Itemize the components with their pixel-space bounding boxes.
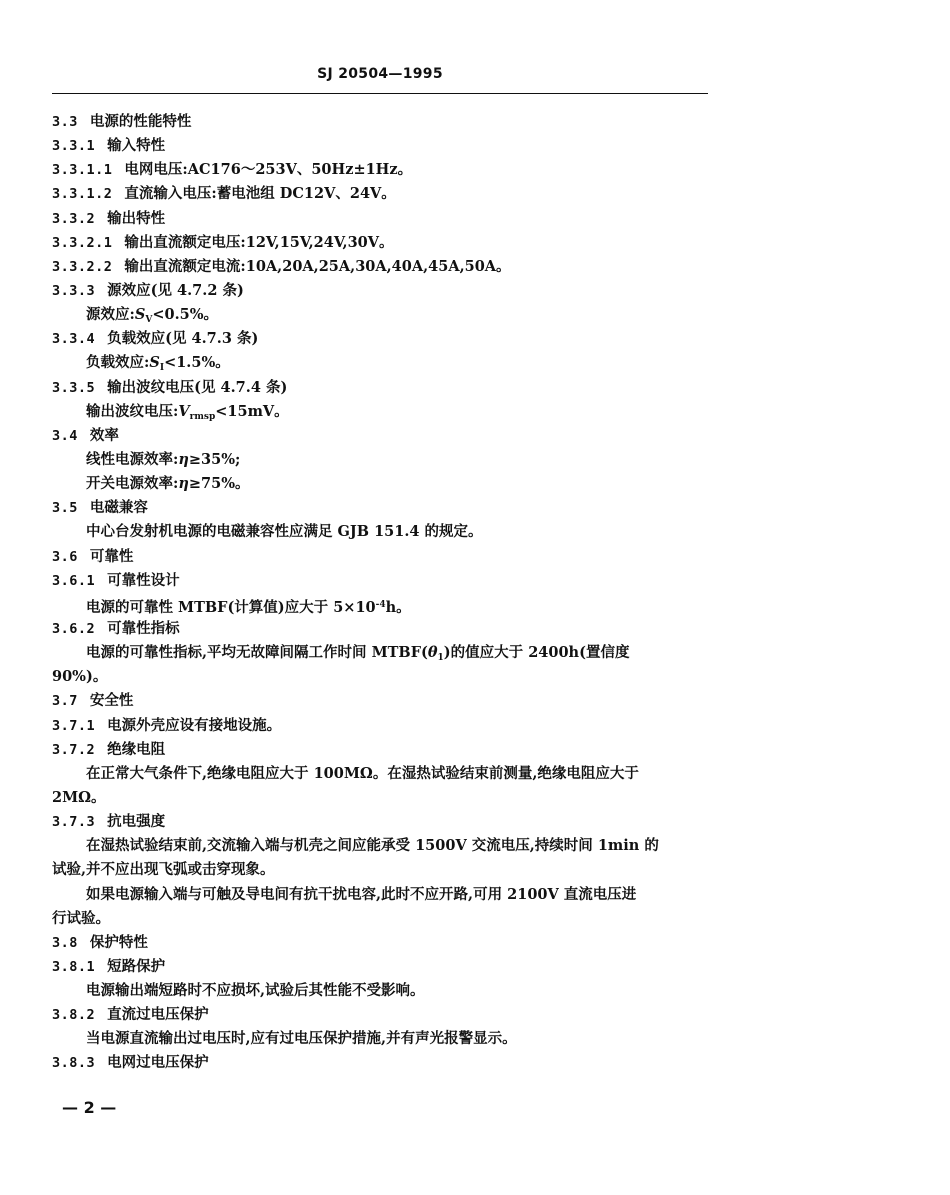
clause [52, 182, 714, 206]
section-title: 直流过电压保护 [107, 1006, 209, 1024]
section-heading [52, 955, 714, 979]
section-title: 电源的性能特性 [89, 113, 192, 130]
section-heading [52, 689, 714, 713]
formula-line: 源效应$:S_V<0.5\%$。 [86, 306, 218, 326]
section-heading [52, 279, 714, 303]
paragraph-line: 90%)。 [52, 668, 108, 686]
section-number: 3.3.4 [52, 331, 96, 348]
section-number: 3.5 [52, 500, 78, 517]
section-heading [52, 617, 714, 641]
section-title: 绝缘电阻 [107, 740, 166, 758]
section-heading [52, 327, 714, 351]
paragraph-line: 在湿热试验结束前,交流输入端与机壳之间应能承受 1500V 交流电压,持续时间 1min 的 [86, 837, 659, 855]
section-heading [52, 545, 714, 569]
paragraph-line: 中心台发射机电源的电磁兼容性应满足 GJB 151.4 的规定。 [86, 523, 483, 541]
section-title: 输出特性 [107, 209, 166, 227]
section-number: 3.6.2 [52, 620, 96, 637]
section-heading [52, 496, 714, 520]
section-title: 源效应(见 4.7.2 条) [107, 281, 244, 299]
section-title: 效率 [89, 426, 119, 444]
paragraph-line: 试验,并不应出现飞弧或击穿现象。 [52, 861, 275, 879]
paragraph-line: 2MΩ。 [52, 788, 106, 806]
clause-text: 直流输入电压:蓄电池组 DC12V、24V。 [124, 185, 396, 203]
section-number: 3.3.1 [52, 138, 96, 155]
clause [52, 158, 714, 182]
section-number: 3.3.2.2 [52, 258, 113, 275]
section-number: 3.7.1 [52, 717, 96, 734]
clause-text: 输出直流额定电流:10A,20A,25A,30A,40A,45A,50A。 [124, 257, 511, 275]
section-title: 负载效应(见 4.7.3 条) [107, 330, 259, 348]
formula-line: 电源的可靠性 MTBF(计算值)应大于 $5\times 10^{-4}h$。 [86, 598, 411, 616]
section-number: 3.8.2 [52, 1007, 96, 1024]
section-title: 电磁兼容 [89, 499, 148, 517]
clause [52, 714, 714, 738]
subscript: I [159, 363, 165, 374]
symbol: η [178, 475, 189, 493]
section-number: 3.4 [52, 427, 78, 444]
section-title: 保护特性 [89, 933, 148, 951]
section-number: 3.3.2.1 [52, 234, 113, 251]
section-title: 安全性 [89, 692, 134, 710]
section-heading [52, 810, 714, 834]
section-number: 3.3.1.2 [52, 186, 113, 203]
section-number: 3.8.3 [52, 1055, 96, 1072]
formula-line: 负载效应$:S_I<1.5\%$。 [86, 354, 230, 374]
standard-code-header: SJ 20504—1995 [317, 66, 443, 82]
section-number: 3.3.5 [52, 379, 96, 396]
paragraph-line: 当电源直流输出过电压时,应有过电压保护措施,并有声光报警显示。 [86, 1030, 517, 1048]
clause [52, 255, 714, 279]
symbol: η [178, 450, 189, 468]
section-heading [52, 134, 714, 158]
section-heading [52, 376, 714, 400]
section-number: 3.3.3 [52, 282, 96, 299]
symbol: S [134, 306, 146, 324]
section-number: 3.3 [52, 114, 78, 130]
clause [52, 231, 714, 255]
section-number: 3.6.1 [52, 572, 96, 589]
document-body [52, 110, 714, 1076]
symbol: V [178, 402, 190, 420]
section-number: 3.7.2 [52, 741, 96, 758]
section-title: 抗电强度 [107, 813, 166, 831]
section-title: 输出波纹电压(见 4.7.4 条) [107, 378, 288, 396]
formula-line: 线性电源效率:η≥35%; [86, 450, 241, 468]
section-number: 3.7.3 [52, 814, 96, 831]
subscript: V [145, 315, 153, 326]
section-number: 3.3.2 [52, 210, 96, 227]
symbol: S [149, 354, 160, 372]
symbol: θ [427, 644, 438, 662]
superscript: -4 [375, 599, 386, 610]
clause-text: 电网电压:AC176～253V、50Hz±1Hz。 [124, 161, 413, 179]
section-number: 3.3.1.1 [52, 162, 113, 179]
subscript: rmsp [189, 411, 216, 422]
section-heading [52, 569, 714, 593]
header-rule [52, 93, 708, 94]
section-title: 可靠性 [89, 547, 134, 565]
section-heading [52, 1003, 714, 1027]
section-title: 可靠性指标 [107, 619, 180, 637]
subscript: 1 [437, 653, 444, 664]
paragraph-line: 在正常大气条件下,绝缘电阻应大于 100MΩ。在湿热试验结束前测量,绝缘电阻应大于 [86, 764, 639, 782]
section-heading [52, 207, 714, 231]
section-heading [52, 1051, 714, 1075]
section-heading [52, 738, 714, 762]
formula-line: 开关电源效率:η≥75%。 [86, 475, 250, 493]
section-heading [52, 110, 714, 134]
section-number: 3.8.1 [52, 958, 96, 975]
paragraph-line: 电源输出端短路时不应损坏,试验后其性能不受影响。 [86, 982, 425, 1000]
clause-text: 输出直流额定电压:12V,15V,24V,30V。 [124, 233, 394, 251]
section-number: 3.6 [52, 548, 78, 565]
paragraph-line: 行试验。 [52, 909, 110, 927]
section-number: 3.8 [52, 934, 78, 951]
clause-text: 电源外壳应设有接地设施。 [107, 716, 282, 734]
formula-line: 输出波纹电压$:V_{rmsp}<15mV$。 [86, 402, 289, 422]
section-title: 短路保护 [107, 957, 166, 975]
paragraph-line: 如果电源输入端与可触及导电间有抗干扰电容,此时不应开路,可用 2100V 直流电压进 [86, 885, 637, 903]
section-title: 输入特性 [107, 137, 166, 155]
section-heading [52, 931, 714, 955]
section-heading [52, 424, 714, 448]
section-number: 3.7 [52, 693, 78, 710]
section-title: 电网过电压保护 [107, 1054, 209, 1072]
page-number: — 2 — [62, 1098, 117, 1117]
formula-line: 电源的可靠性指标,平均无故障间隔工作时间 $MTBF(\theta_1)$的值应大于 2400h(置信度 [86, 644, 630, 664]
section-title: 可靠性设计 [107, 571, 180, 589]
